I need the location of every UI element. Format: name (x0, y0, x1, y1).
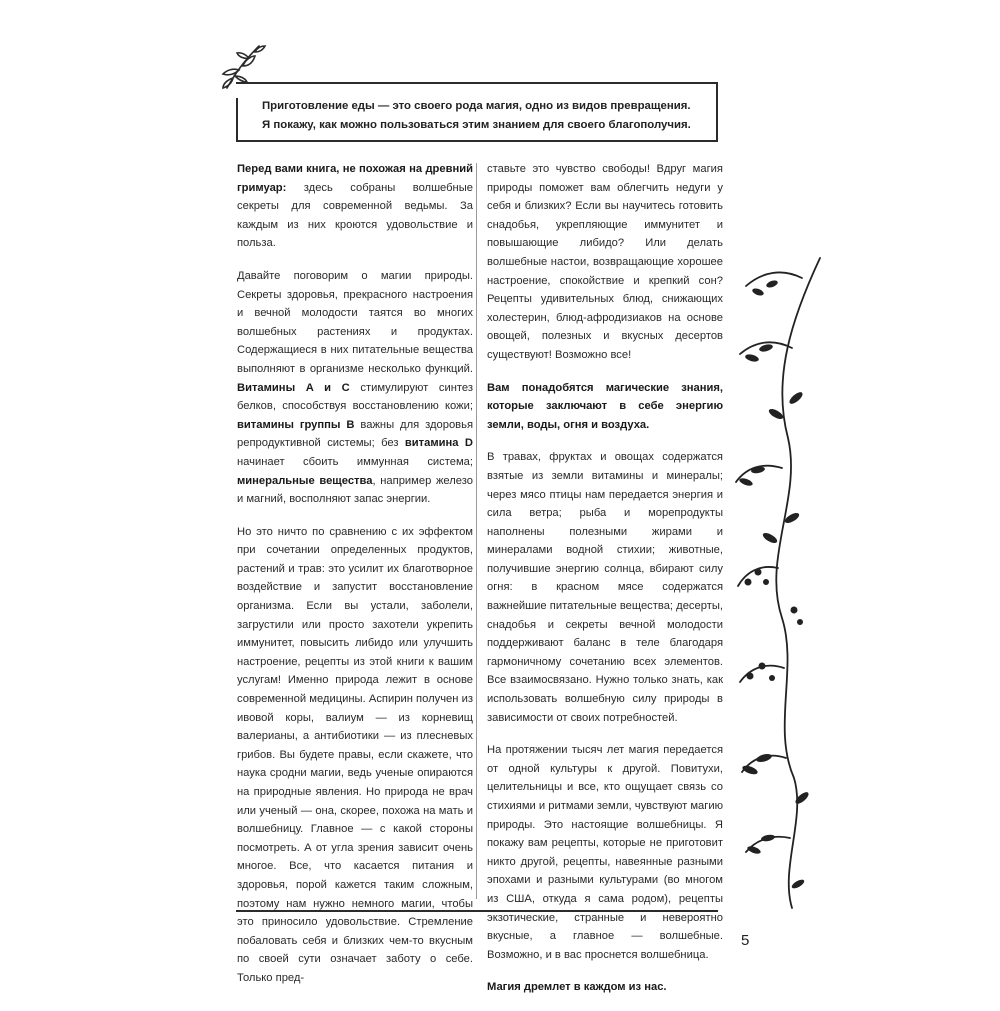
paragraph-text: здесь собраны волшебные секреты для современной ведьмы. За каждым из них кроются удовольствие и польза. (237, 181, 473, 250)
paragraph (487, 978, 723, 997)
paragraph: В травах, фруктах и овощах содержатся взятые из земли витамины и минералы; через мясо птицы нам передается энергия и сила ветра; рыба и морепродукты наполнены полезными жирами и минералами водной стихии; животные, получившие энергию солнца, вбирают силу огня: в красном мясе содержатся важнейшие питательные вещества; десерты, снадобья и секреты вечной молодости поддерживают баланс в теле благодаря гармоничному сочетанию всех элементов. Все взаимосвязано. Нужно только знать, как использовать волшебную силу природы в зависимости от своих потребностей. (487, 451, 723, 724)
callout-left-border (236, 98, 238, 142)
paragraph-text: стимулируют синтез белков, способствуя восстановлению кожи; (237, 381, 473, 413)
paragraph: Но это ничто по сравнению с их эффектом при сочетании определенных продуктов, растений и трав: это усилит их благотворное воздействие и запустит восстановление организма. Если вы устали, заболели, загрустили или просто захотели укрепить иммунитет, повысить либидо или улучшить настроение, рецепты из этой книги к вашим услугам! Именно природа лежит в основе современной медицины. Аспирин получен из ивовой коры, валиум — из корневищ валерианы, а антибиотики — из плесневых грибов. Вы будете правы, если скажете, что наука сродни магии, ведь ученые опираются на природные явления. Но природа не врач или ученый — она, скорее, похожа на мать и волшебницу. Главное — с какой стороны посмотреть. А от угла зрения зависит очень многое. Все, что касается питания и здоровья, порой кажется таким сложным, поэтому нам нужно немного магии, чтобы это приносило удовольствие. Стремление побаловать себя и близких чем-то вкусным по своей сути означает заботу о себе. Только пред- (237, 525, 473, 984)
column-divider (476, 163, 477, 899)
callout-line-1: Приготовление еды — это своего рода магия, одно из видов превращения. (262, 100, 691, 112)
paragraph-text: начинает сбоить иммунная система; (237, 455, 473, 468)
paragraph: На протяжении тысяч лет магия передается от одной культуры к другой. Повитухи, целительницы и все, кто ощущает связь со стихиями и ритмами земли, чувствуют магию природы. Это настоящие волшебницы. Я покажу вам рецепты, которые не приготовит никто другой, рецепты, навеянные разными эпохами и разными культурами (во многом из США, откуда я сама родом), рецепты экзотические, странные и невероятно вкусные, а главное — волшебные. Возможно, и в вас проснется волшебница. (487, 744, 724, 961)
bold-term: минеральные вещества (237, 474, 373, 487)
paragraph-text: , например железо и магний, восполняют запас энергии. (237, 474, 474, 506)
floral-vine-illustration (732, 238, 828, 918)
bold-statement: Вам понадобятся магические знания, которые заключают в себе энергию земли, воды, огня и воздуха. (487, 381, 723, 431)
bold-term: Витамины A и C (237, 381, 350, 394)
bold-lead: Перед вами книга, не похожая на древний гримуар: (237, 163, 473, 194)
right-column (487, 160, 723, 1011)
bottom-rule (236, 910, 718, 912)
callout-text (262, 97, 712, 135)
left-column (237, 160, 473, 1002)
paragraph: ставьте это чувство свободы! Вдруг магия природы поможет вам облегчить недуги у себя и близких? Если вы научитесь готовить снадобья, укрепляющие иммунитет и повышающие либидо? Или делать волшебные настои, возвращающие хорошее настроение, спокойствие и крепкий сон? Рецепты удивительных блюд, снижающих холестерин, блюд-афродизиаков на основе овощей, полезных и вкусных десертов существуют! Возможно все! (487, 163, 723, 361)
paragraph (237, 267, 473, 509)
page-number: 5 (741, 932, 750, 949)
bold-term: витамина D (404, 437, 473, 450)
paragraph-text: Давайте поговорим о магии природы. Секреты здоровья, прекрасного настроения и вечной молодости таятся во многих волшебных растениях и продуктах. Содержащиеся в них питательные вещества выполняют в организме несколько функций. (237, 269, 473, 375)
bold-closing: Магия дремлет в каждом из нас. (487, 981, 667, 994)
bold-term: витамины группы B (237, 418, 355, 431)
paragraph (237, 160, 473, 253)
callout-line-2: Я покажу, как можно пользоваться этим знанием для своего благополучия. (262, 119, 691, 131)
paragraph (487, 379, 723, 435)
paragraph-text: важны для здоровья репродуктивной системы; без (237, 418, 474, 450)
